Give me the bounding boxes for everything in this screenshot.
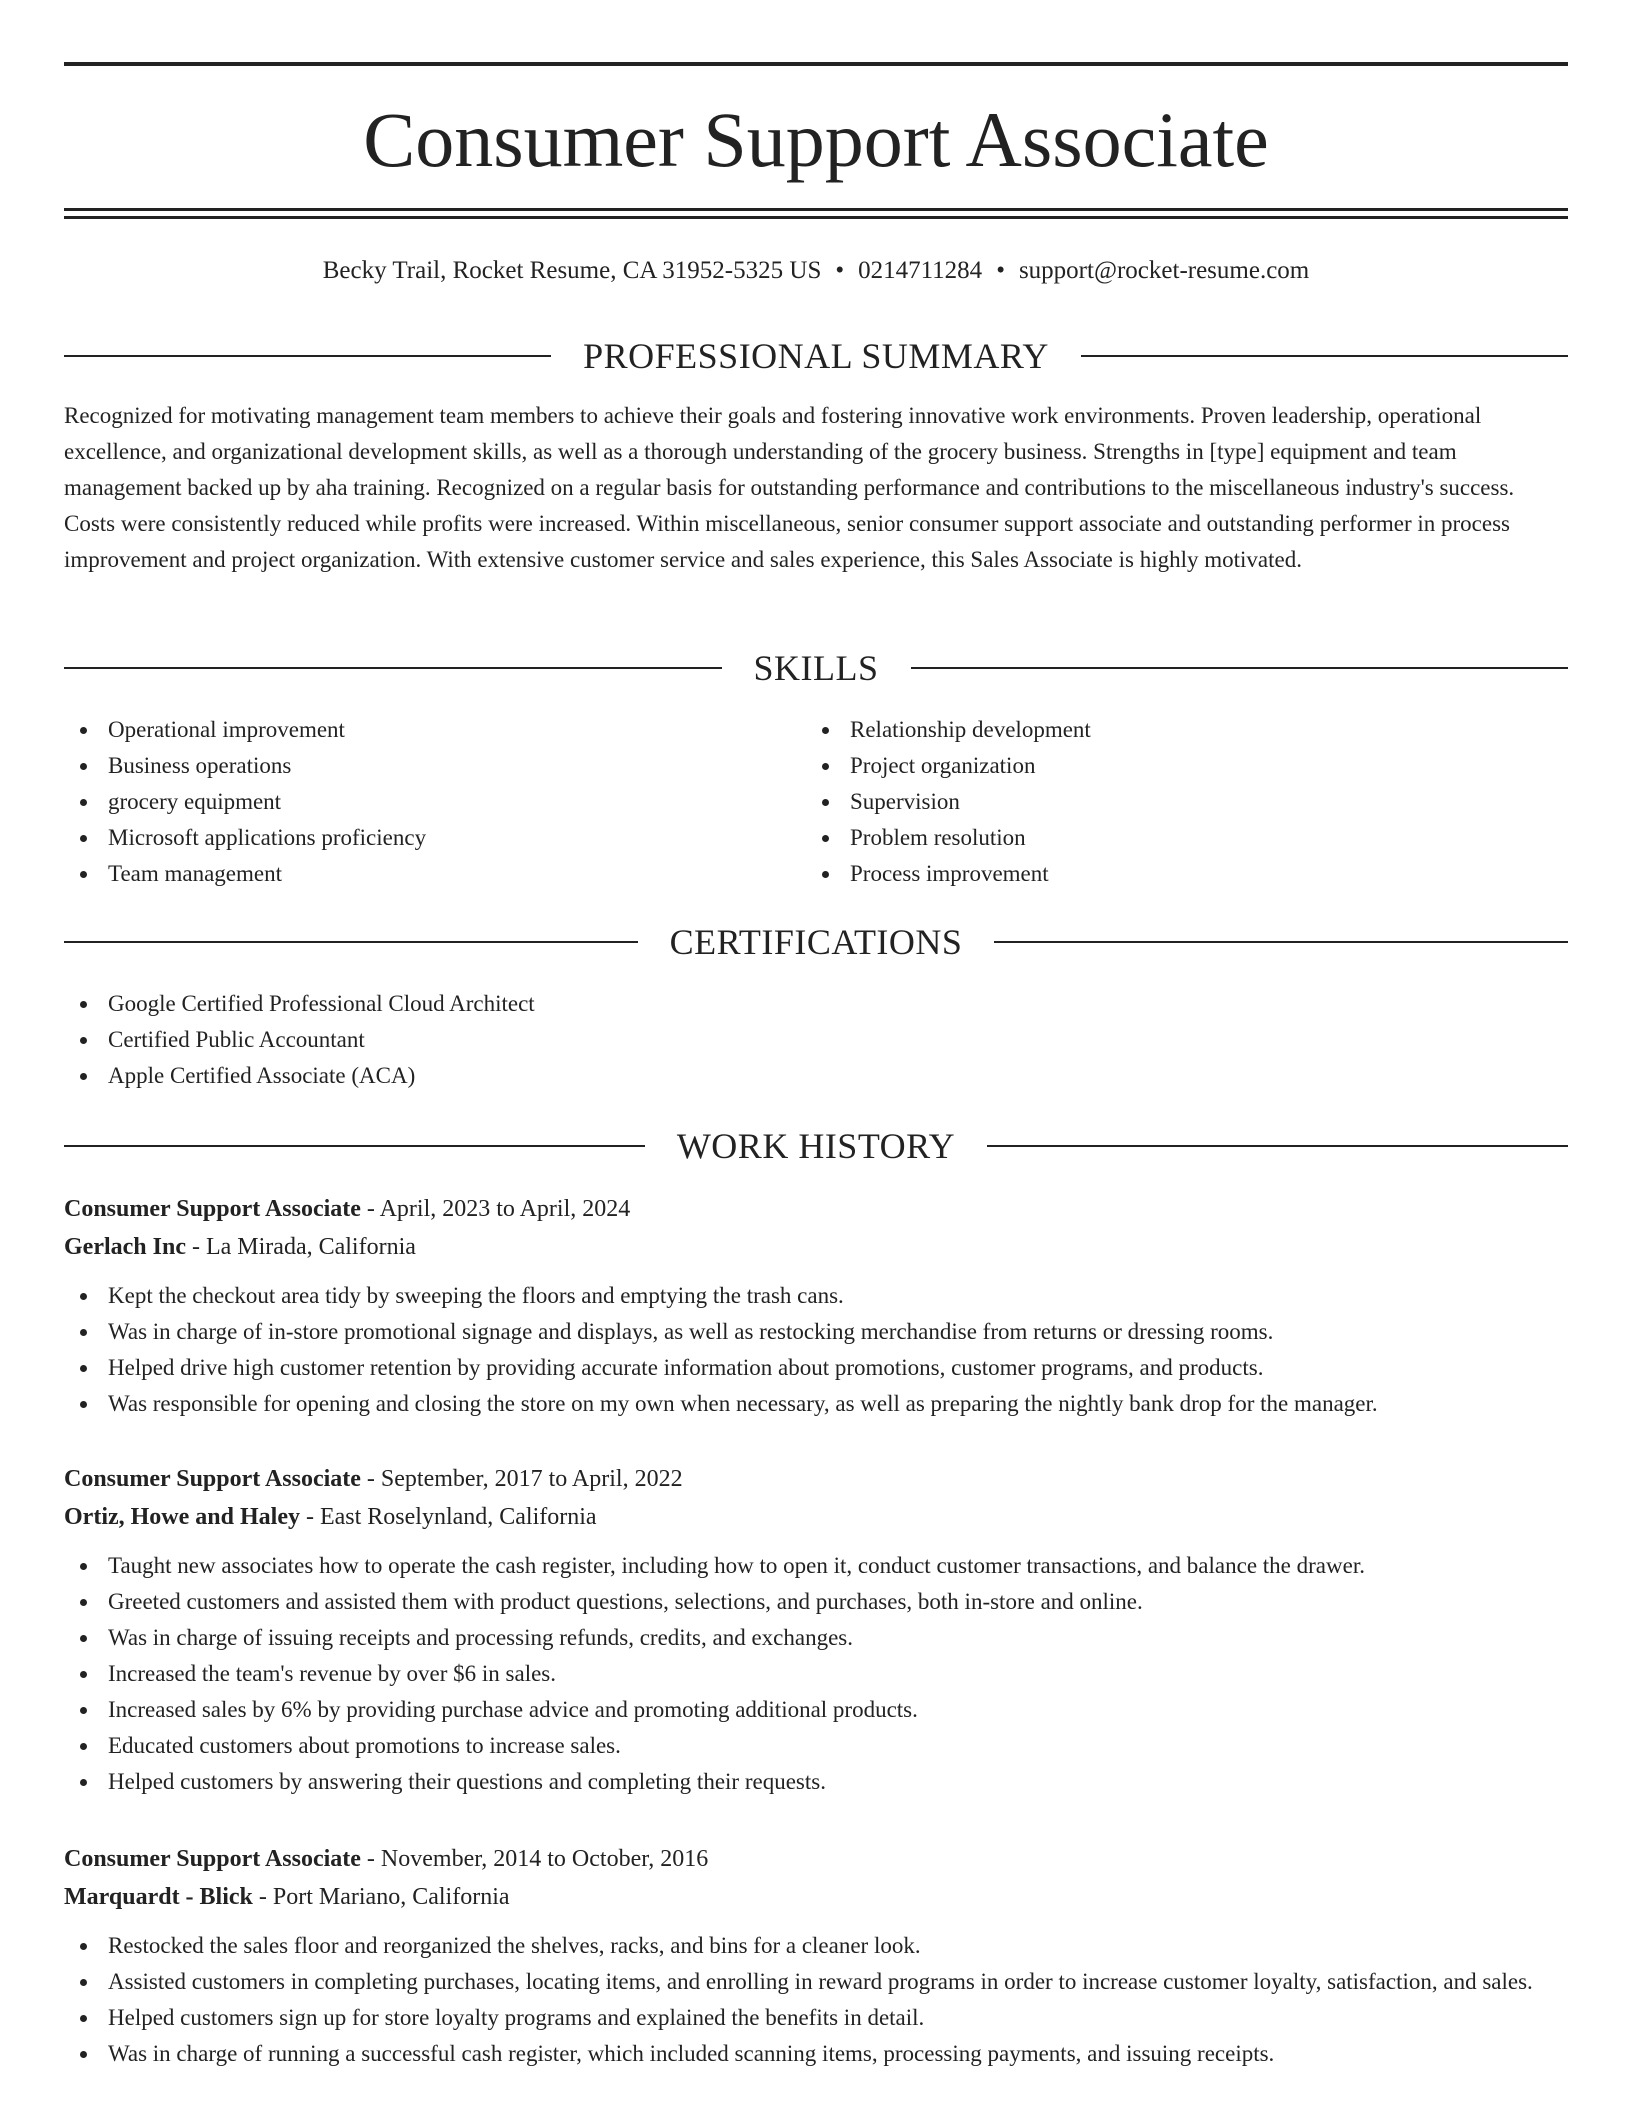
contact-email: support@rocket-resume.com [1018, 257, 1310, 284]
divider-line [64, 667, 722, 669]
job-company: Gerlach Inc [64, 1234, 186, 1260]
job-company: Marquardt - Blick [64, 1884, 253, 1910]
job-title-line [64, 1190, 1568, 1228]
job-duty-item: Was in charge of issuing receipts and processing refunds, credits, and exchanges. [64, 1620, 1568, 1656]
job-dates: - November, 2014 to October, 2016 [360, 1846, 709, 1872]
skill-item: Business operations [64, 748, 764, 784]
job-duty-item: Restocked the sales floor and reorganized the shelves, racks, and bins for a cleaner look. [64, 1928, 1568, 1964]
job-company-line [64, 1228, 1568, 1266]
divider-line [64, 1145, 645, 1147]
skill-item: Project organization [806, 748, 1506, 784]
certification-item: Apple Certified Associate (ACA) [64, 1058, 1568, 1094]
skill-item: Supervision [806, 784, 1506, 820]
skill-item: Relationship development [806, 712, 1506, 748]
section-heading-certifications: CERTIFICATIONS [669, 922, 963, 962]
job-duty-item: Increased sales by 6% by providing purchase advice and promoting additional products. [64, 1692, 1568, 1728]
skill-item: grocery equipment [64, 784, 764, 820]
section-heading-summary: PROFESSIONAL SUMMARY [583, 336, 1049, 376]
contact-separator: • [996, 257, 1005, 284]
summary-section-header [64, 334, 1568, 378]
skills-list-left [64, 712, 764, 892]
job-duty-item: Assisted customers in completing purchases, locating items, and enrolling in reward programs in order to increase customer loyalty, satisfaction, and sales. [64, 1964, 1568, 2000]
divider-line [64, 941, 638, 943]
job-entry [64, 1840, 1568, 2072]
job-duty-item: Was in charge of in-store promotional signage and displays, as well as restocking merchandise from returns or dressing rooms. [64, 1314, 1568, 1350]
job-title-line [64, 1460, 1568, 1498]
skill-item: Microsoft applications proficiency [64, 820, 764, 856]
job-duties-list [64, 1928, 1568, 2072]
job-title-line [64, 1840, 1568, 1878]
job-duty-item: Was responsible for opening and closing the store on my own when necessary, as well as preparing the nightly bank drop for the manager. [64, 1386, 1568, 1422]
skill-item: Team management [64, 856, 764, 892]
section-heading-work-history: WORK HISTORY [676, 1126, 956, 1166]
job-duty-item: Helped customers by answering their questions and completing their requests. [64, 1764, 1568, 1800]
job-duty-item: Helped drive high customer retention by providing accurate information about promotions, customer programs, and products. [64, 1350, 1568, 1386]
job-duty-item: Increased the team's revenue by over $6 in sales. [64, 1656, 1568, 1692]
divider-line [1081, 355, 1568, 357]
skill-item: Problem resolution [806, 820, 1506, 856]
job-company-line [64, 1498, 1568, 1536]
job-title: Consumer Support Associate [64, 1466, 361, 1492]
job-location: - East Roselynland, California [299, 1504, 597, 1530]
job-entry [64, 1460, 1568, 1800]
certification-item: Certified Public Accountant [64, 1022, 1568, 1058]
job-title: Consumer Support Associate [64, 1196, 361, 1222]
job-duty-item: Was in charge of running a successful cash register, which included scanning items, processing payments, and issuing receipts. [64, 2036, 1568, 2072]
skills-column-left [64, 712, 764, 892]
contact-phone: 0214711284 [858, 257, 983, 284]
skills-list-right [806, 712, 1506, 892]
skill-item: Process improvement [806, 856, 1506, 892]
contact-line [64, 253, 1568, 289]
certifications-section-header [64, 920, 1568, 964]
job-entry [64, 1190, 1568, 1422]
title-double-rule [64, 208, 1568, 219]
job-title: Consumer Support Associate [64, 1846, 361, 1872]
certifications-list [64, 986, 1568, 1094]
job-duty-item: Taught new associates how to operate the cash register, including how to open it, conduct customer transactions, and balance the drawer. [64, 1548, 1568, 1584]
job-duty-item: Greeted customers and assisted them with product questions, selections, and purchases, both in-store and online. [64, 1584, 1568, 1620]
job-company-line [64, 1878, 1568, 1916]
job-duties-list [64, 1278, 1568, 1422]
job-company: Ortiz, Howe and Haley [64, 1504, 300, 1530]
job-duty-item: Educated customers about promotions to increase sales. [64, 1728, 1568, 1764]
job-location: - La Mirada, California [185, 1234, 416, 1260]
skill-item: Operational improvement [64, 712, 764, 748]
contact-address: Becky Trail, Rocket Resume, CA 31952-5325 US [322, 257, 822, 284]
summary-text: Recognized for motivating management team members to achieve their goals and fostering innovative work environments. Proven leadership, operational excellence, and organizational development skills, as well as a thorough understanding of the grocery business. Strengths in [type] equipment and team management backed up by aha training. Recognized on a regular basis for outstanding performance and contributions to the miscellaneous industry's success. Costs were consistently reduced while profits were increased. Within miscellaneous, senior consumer support associate and outstanding performer in process improvement and project organization. With extensive customer service and sales experience, this Sales Associate is highly motivated. [64, 403, 1515, 572]
divider-line [911, 667, 1569, 669]
certifications-block [64, 986, 1568, 1094]
job-duties-list [64, 1548, 1568, 1800]
skills-column-right [806, 712, 1506, 892]
job-dates: - September, 2017 to April, 2022 [360, 1466, 683, 1492]
top-rule [64, 62, 1568, 66]
job-duty-item: Kept the checkout area tidy by sweeping the floors and emptying the trash cans. [64, 1278, 1568, 1314]
job-duty-item: Helped customers sign up for store loyalty programs and explained the benefits in detail. [64, 2000, 1568, 2036]
section-heading-skills: SKILLS [753, 648, 879, 688]
resume-title: Consumer Support Associate [363, 96, 1269, 183]
certification-item: Google Certified Professional Cloud Architect [64, 986, 1568, 1022]
contact-separator: • [835, 257, 845, 284]
work-history-section-header [64, 1124, 1568, 1168]
job-dates: - April, 2023 to April, 2024 [360, 1196, 631, 1222]
divider-line [64, 355, 551, 357]
skills-section-header [64, 646, 1568, 690]
job-location: - Port Mariano, California [252, 1884, 510, 1910]
divider-line [987, 1145, 1568, 1147]
divider-line [994, 941, 1568, 943]
